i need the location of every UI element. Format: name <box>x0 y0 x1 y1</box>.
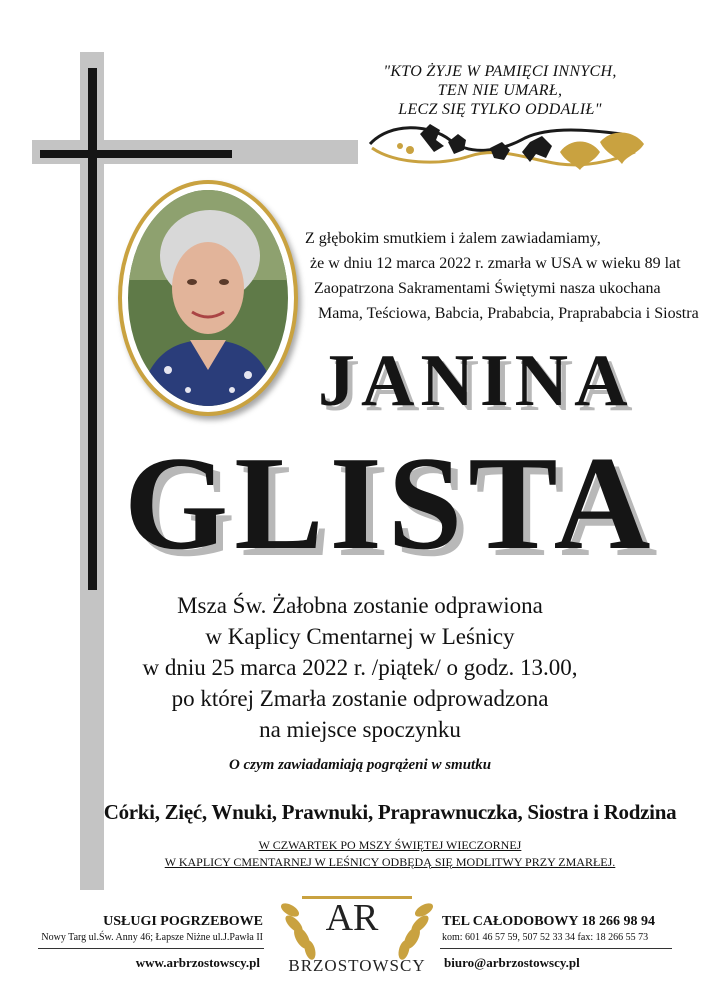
phone-extra: kom: 601 46 57 59, 507 52 33 34 fax: 18 266 55 73 <box>442 932 649 943</box>
quote-line-2: TEN NIE UMARŁ, <box>437 82 563 99</box>
mass-announcement <box>130 590 590 745</box>
quote-line-1: "KTO ŻYJE W PAMIĘCI INNYCH, <box>383 63 617 80</box>
intro-line-4: Mama, Teściowa, Babcia, Prababcia, Praprababcia i Siostra <box>318 305 699 322</box>
intro-line-3: Zaopatrzona Sakramentami Świętymi nasza ukochana <box>314 280 661 297</box>
logo-name: BRZOSTOWSCY <box>288 956 426 975</box>
quote-line-3: LECZ SIĘ TYLKO ODDALIŁ" <box>398 101 602 118</box>
funeral-services-address: Nowy Targ ul.Św. Anny 46; Łapsze Niżne ul.J.Pawła II <box>41 932 263 943</box>
cross-icon <box>88 68 97 590</box>
footer-divider-right <box>440 948 672 949</box>
mass-line-1: Msza Św. Żałobna zostanie odprawiona <box>177 593 543 618</box>
prayer-line-2: W KAPLICY CMENTARNEJ W LEŚNICY ODBĘDĄ SIĘ MODLITWY PRZY ZMARŁEJ. <box>164 855 616 869</box>
portrait-photo <box>128 190 288 406</box>
website-link[interactable]: www.arbrzostowscy.pl <box>135 955 260 970</box>
memorial-quote <box>350 62 650 119</box>
funeral-services-title: USŁUGI POGRZEBOWE <box>103 914 263 929</box>
deceased-last-name: GLISTA <box>124 429 657 577</box>
family-line: Córki, Zięć, Wnuki, Prawnuki, Praprawnuczka, Siostra i Rodzina <box>103 800 677 824</box>
notify-line: O czym zawiadamiają pogrążeni w smutku <box>228 757 492 773</box>
deceased-first-name: JANINA <box>318 340 634 422</box>
intro-line-1: Z głębokim smutkiem i żalem zawiadamiamy, <box>305 230 601 247</box>
phone-number: TEL CAŁODOBOWY 18 266 98 94 <box>442 914 656 929</box>
footer-divider-left <box>38 948 264 949</box>
portrait-frame <box>118 180 298 416</box>
mass-line-3: w dniu 25 marca 2022 r. /piątek/ o godz. 13.00, <box>142 655 578 680</box>
mass-line-5: na miejsce spoczynku <box>259 717 461 742</box>
grape-vine-ornament-icon <box>360 112 650 184</box>
mass-line-4: po której Zmarła zostanie odprowadzona <box>171 686 549 711</box>
logo-mark: AR <box>325 897 379 939</box>
prayer-line-1: W CZWARTEK PO MSZY ŚWIĘTEJ WIECZORNEJ <box>258 838 522 852</box>
mass-line-2: w Kaplicy Cmentarnej w Leśnicy <box>205 624 515 649</box>
email-link[interactable]: biuro@arbrzostowscy.pl <box>444 955 580 970</box>
intro-line-2: że w dniu 12 marca 2022 r. zmarła w USA w wieku 89 lat <box>310 255 681 272</box>
cross-arm <box>40 150 232 158</box>
